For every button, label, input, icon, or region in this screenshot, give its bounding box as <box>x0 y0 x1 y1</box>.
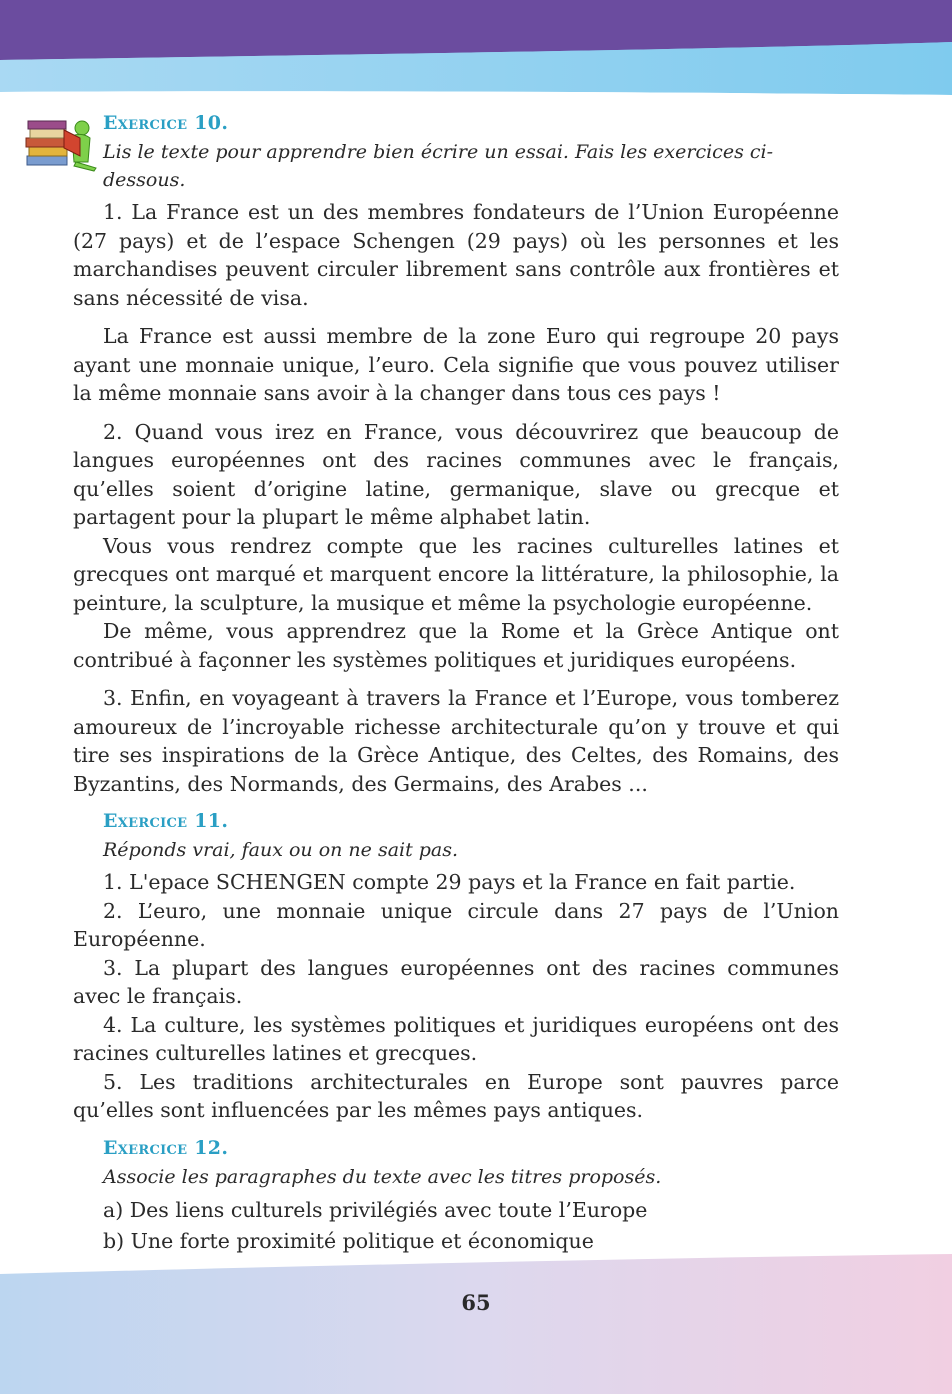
exercise-10-instruction: Lis le texte pour apprendre bien écrire un essai. Fais les exercices ci-dessous. <box>103 141 773 191</box>
text-paragraph: 1. La France est un des membres fondateurs de l’Union Européenne (27 pays) et de l’espace Schengen (29 pays) où les personnes et les marchandises peuvent circuler librement sans contrôle aux frontières et sans nécessité de visa. <box>73 200 839 310</box>
exercise-12-instruction: Associe les paragraphes du texte avec les titres proposés. <box>103 1165 662 1188</box>
page-number: 65 <box>461 1290 491 1315</box>
exercise-12-title: Exercice 12. <box>103 1136 229 1159</box>
exercise-11-title: Exercice 11. <box>103 810 229 832</box>
footer-band <box>0 1254 952 1394</box>
exercise-10-title: Exercice 10. <box>103 112 229 134</box>
statement-item: 1. L'epace SCHENGEN compte 29 pays et la France en fait partie. <box>103 870 796 894</box>
statement-item: 2. L’euro, une monnaie unique circule dans 27 pays de l’Union Européenne. <box>73 898 839 951</box>
header-banner <box>0 0 952 100</box>
exercise-11-instruction: Réponds vrai, faux ou on ne sait pas. <box>103 839 459 861</box>
statement-item: 5. Les traditions architecturales en Europe sont pauvres parce qu’elles sont influencées par les mêmes pays antiques. <box>73 1069 839 1122</box>
statement-item: 4. La culture, les systèmes politiques et juridiques européens ont des racines culturelles latines et grecques. <box>73 1012 839 1065</box>
text-paragraph: 2. Quand vous irez en France, vous découvrirez que beaucoup de langues européennes ont des racines communes avec le français, qu’elles soient d’origine latine, germanique, slave ou grecque et partagent pour la plupart le même alphabet latin. <box>73 419 839 529</box>
text-paragraph: Vous vous rendrez compte que les racines culturelles latines et grecques ont marqué et marquent encore la littérature, la philosophie, la peinture, la sculpture, la musique et même la psychologie européenne. <box>73 533 839 615</box>
text-paragraph: La France est aussi membre de la zone Euro qui regroupe 20 pays ayant une monnaie unique, l’euro. Cela signifie que vous pouvez utiliser la même monnaie sans avoir à la changer dans tous ces pays ! <box>73 324 839 405</box>
page-content <box>73 108 839 1257</box>
title-option-a: a) Des liens culturels privilégiés avec toute l’Europe <box>103 1197 648 1222</box>
text-paragraph: 3. Enfin, en voyageant à travers la France et l’Europe, vous tomberez amoureux de l’incroyable richesse architecturale qu’on y trouve et qui tire ses inspirations de la Grèce Antique, des Celtes, des Romains, des Byzantins, des Normands, des Germains, des Arabes ... <box>73 686 839 796</box>
text-paragraph: De même, vous apprendrez que la Rome et la Grèce Antique ont contribué à façonner les systèmes politiques et juridiques européens. <box>73 619 839 672</box>
title-option-b: b) Une forte proximité politique et économique <box>103 1228 594 1253</box>
statement-item: 3. La plupart des langues européennes ont des racines communes avec le français. <box>73 955 839 1008</box>
